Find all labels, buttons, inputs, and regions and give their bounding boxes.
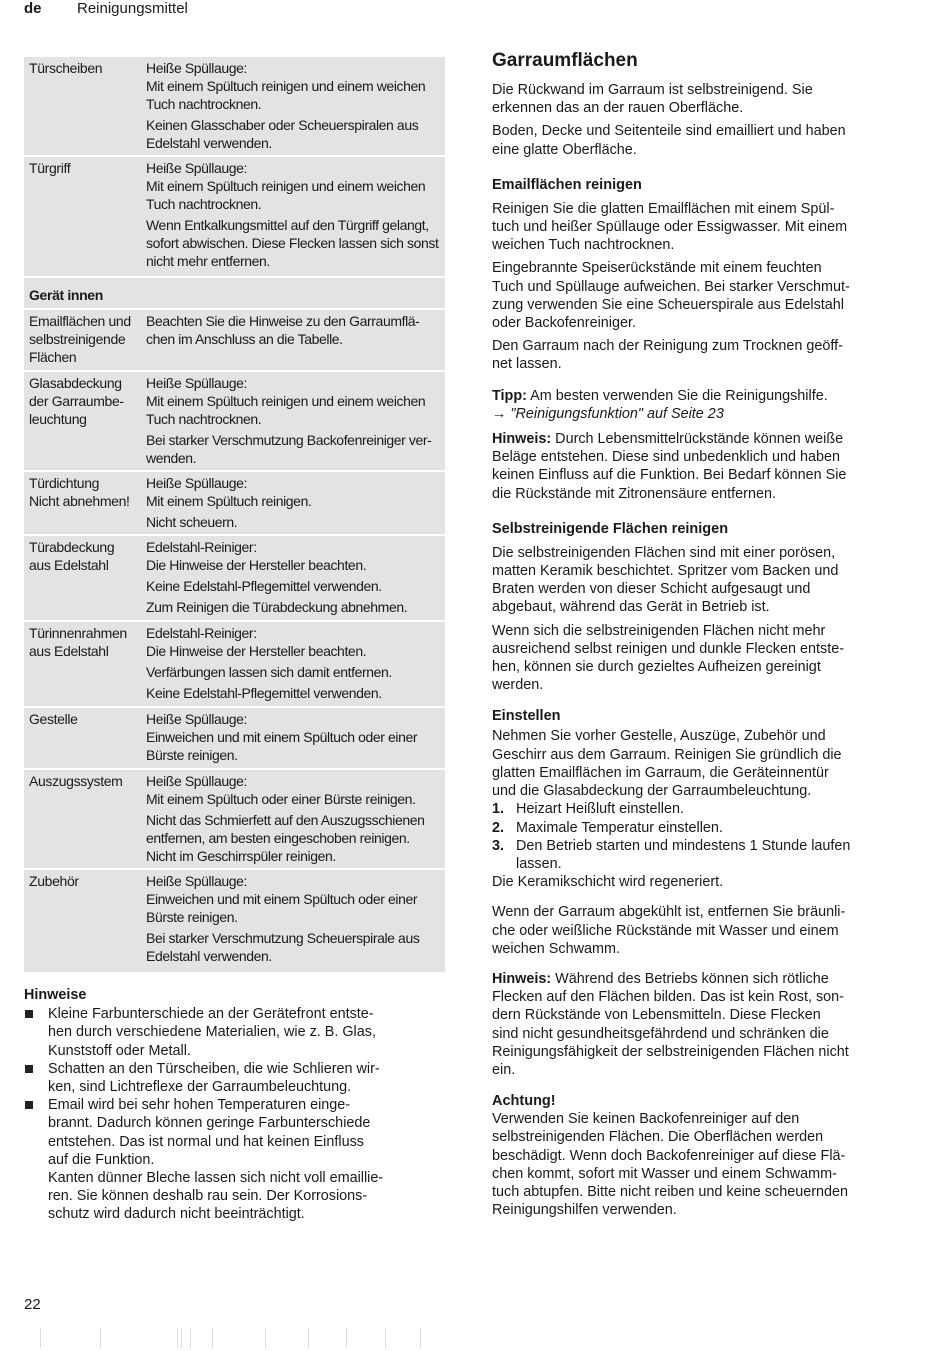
paragraph: Wenn der Garraum abgekühlt ist, entfernen Sie bräunli- che oder weißliche Rückstände mit Wasser und einem weichen Schwamm. xyxy=(492,904,846,957)
row-label: Zubehör xyxy=(29,873,79,889)
row-label: Auszugssystem xyxy=(29,773,123,789)
row-label: Türdichtung Nicht abnehmen! xyxy=(29,475,130,509)
table-row xyxy=(24,622,445,708)
notes-heading: Hinweise xyxy=(24,987,87,1003)
row-text: Heiße Spüllauge: Mit einem Spültuch reinigen und einem weichen Tuch nachtrocknen. xyxy=(146,375,426,427)
row-text: Keinen Glasschaber oder Scheuerspiralen aus Edelstahl verwenden. xyxy=(146,117,419,151)
row-text: Heiße Spüllauge: Einweichen und mit einem Spültuch oder einer Bürste reinigen. xyxy=(146,711,418,763)
list-item: Email wird bei sehr hohen Temperaturen einge- brannt. Dadurch können geringe Farbunterschiede entstehen. Das ist normal und hat keinen Einfluss auf die Funktion. Kanten dünner Bleche lassen sich nicht voll emaillie- ren. Sie können deshalb rau sein. Der Korrosions- schutz wird dadurch nicht beeinträchtigt. xyxy=(24,1096,449,1223)
row-text: Edelstahl-Reiniger: Die Hinweise der Hersteller beachten. xyxy=(146,539,367,573)
cleaning-table xyxy=(24,57,445,972)
subheading-self-cleaning: Selbstreinigende Flächen reinigen xyxy=(492,520,729,537)
paragraph: Nehmen Sie vorher Gestelle, Auszüge, Zubehör und Geschirr aus dem Garraum. Reinigen Sie gründlich die glatten Emailflächen im Garraum, die Geräteinnentür und die Glasabdeckung der Garraumbeleuchtung. xyxy=(492,728,842,800)
row-label: Türscheiben xyxy=(29,60,103,76)
row-text: Beachten Sie die Hinweise zu den Garraumflä- chen im Anschluss an die Tabelle. xyxy=(146,313,420,347)
note-paragraph: Hinweis: Während des Betriebs können sich rötliche Flecken auf den Flächen bilden. Das ist kein Rost, son- dern Rückstände von Lebensmitteln. Diese Flecken sind nicht gesundheitsgefährdend und schränken die Reinigungsfähigkeit der selbstreinigenden Flächen nicht ein. xyxy=(492,970,849,1078)
paragraph: Die Rückwand im Garraum ist selbstreinigend. Sie erkennen das an der rauen Oberfläche. xyxy=(492,82,813,117)
bullet-square-icon xyxy=(25,1065,33,1073)
row-text: Zum Reinigen die Türabdeckung abnehmen. xyxy=(146,599,408,615)
list-item: 2. Maximale Temperatur einstellen. xyxy=(492,819,723,836)
tip-label: Tipp: xyxy=(492,387,527,404)
table-row xyxy=(24,870,445,972)
row-text: Bei starker Verschmutzung Backofenreiniger ver- wenden. xyxy=(146,432,432,466)
section-title: Garraumflächen xyxy=(492,50,638,71)
paragraph: Die selbstreinigenden Flächen sind mit einer porösen, matten Keramik beschichtet. Spritzer vom Backen und Braten werden von dieser Schicht aufgesaugt und abgebaut, während das Gerät in Betrieb ist. xyxy=(492,544,839,616)
table-row xyxy=(24,536,445,622)
table-row xyxy=(24,57,445,157)
page-section-title: Reinigungsmittel xyxy=(77,0,188,17)
row-text: Bei starker Verschmutzung Scheuerspirale aus Edelstahl verwenden. xyxy=(146,930,420,964)
note-label: Hinweis: xyxy=(492,431,552,448)
table-row xyxy=(24,770,445,870)
oven-surfaces-section xyxy=(492,50,912,1224)
page-reference-link[interactable]: "Reinigungsfunktion" auf Seite 23 xyxy=(506,405,724,422)
row-label: Türabdeckung aus Edelstahl xyxy=(29,539,115,573)
row-text: Edelstahl-Reiniger: Die Hinweise der Hersteller beachten. xyxy=(146,625,367,659)
row-label: Glasabdeckung der Garraumbe- leuchtung xyxy=(29,375,124,427)
row-text: Nicht das Schmierfett auf den Auszugsschienen entfernen, am besten eingeschoben reinigen. Nicht im Geschirrspüler reinigen. xyxy=(146,812,425,864)
print-marks xyxy=(40,1328,440,1348)
paragraph: Boden, Decke und Seitenteile sind emailliert und haben eine glatte Oberfläche. xyxy=(492,123,846,158)
steps-list xyxy=(492,800,912,873)
row-text: Heiße Spüllauge: Mit einem Spültuch reinigen und einem weichen Tuch nachtrocknen. xyxy=(146,160,426,212)
result-text: Die Keramikschicht wird regeneriert. xyxy=(492,874,724,891)
arrow-right-icon: → xyxy=(492,405,507,422)
row-text: Heiße Spüllauge: Mit einem Spültuch reinigen und einem weichen Tuch nachtrocknen. xyxy=(146,60,426,112)
list-item: Kleine Farbunterschiede an der Gerätefront entste- hen durch verschiedene Materialien, wie z. B. Glas, Kunststoff oder Metall. xyxy=(24,1005,449,1060)
note-paragraph: Hinweis: Durch Lebensmittelrückstände können weiße Beläge entstehen. Diese sind unbedenklich und haben keinen Einfluss auf die Funktion. Bei Bedarf können Sie die Rückstände mit Zitronensäure entfernen. xyxy=(492,431,847,502)
tip-paragraph: Tipp: Am besten verwenden Sie die Reinigungshilfe. → "Reinigungsfunktion" auf Seite 23 xyxy=(492,387,828,422)
row-text: Nicht scheuern. xyxy=(146,514,238,530)
notes-list xyxy=(24,1005,449,1223)
row-text: Verfärbungen lassen sich damit entfernen. xyxy=(146,664,392,680)
row-text: Heiße Spüllauge: Einweichen und mit einem Spültuch oder einer Bürste reinigen. xyxy=(146,873,418,925)
list-item: 1. Heizart Heißluft einstellen. xyxy=(492,801,684,818)
row-label: Emailflächen und selbstreinigende Flächen xyxy=(29,313,131,365)
language-code: de xyxy=(24,0,42,17)
list-item: 3. Den Betrieb starten und mindestens 1 Stunde laufen lassen. xyxy=(492,837,851,872)
warning-paragraph: Verwenden Sie keinen Backofenreiniger auf den selbstreinigenden Flächen. Die Oberflächen werden beschädigt. Wenn doch Backofenreiniger auf diese Flä- chen kommt, sofort mit Wasser und einem Schwamm- tuch abtupfen. Bitte nicht reiben und keine scheuernden Reinigungshilfen verwenden. xyxy=(492,1111,849,1219)
row-label: Gestelle xyxy=(29,711,78,727)
note-label: Hinweis: xyxy=(492,970,552,987)
table-row xyxy=(24,157,445,278)
subheading-enamel: Emailflächen reinigen xyxy=(492,176,642,193)
row-text: Keine Edelstahl-Pflegemittel verwenden. xyxy=(146,578,382,594)
warning-heading: Achtung! xyxy=(492,1093,556,1110)
table-row xyxy=(24,472,445,536)
table-row xyxy=(24,708,445,770)
bullet-square-icon xyxy=(25,1101,33,1109)
notes-section xyxy=(24,986,449,1224)
row-text: Keine Edelstahl-Pflegemittel verwenden. xyxy=(146,685,382,701)
row-label: Türgriff xyxy=(29,160,71,176)
table-row xyxy=(24,372,445,472)
subheading-settings: Einstellen xyxy=(492,708,561,725)
section-label: Gerät innen xyxy=(29,287,103,303)
page-number: 22 xyxy=(24,1296,41,1313)
paragraph: Den Garraum nach der Reinigung zum Trocknen geöff- net lassen. xyxy=(492,338,843,373)
paragraph: Wenn sich die selbstreinigenden Flächen nicht mehr ausreichend selbst reinigen und dunkle Flecken entste- hen, können sie durch gezieltes Aufheizen gereinigt werden. xyxy=(492,622,844,694)
table-row xyxy=(24,310,445,372)
row-text: Heiße Spüllauge: Mit einem Spültuch oder einer Bürste reinigen. xyxy=(146,773,416,807)
table-section-row xyxy=(24,278,445,310)
list-item: Schatten an den Türscheiben, die wie Schlieren wir- ken, sind Lichtreflexe der Garraumbeleuchtung. xyxy=(24,1060,449,1096)
paragraph: Reinigen Sie die glatten Emailflächen mit einem Spül- tuch und heißer Spüllauge oder Essigwasser. Mit einem weichen Tuch nachtrocknen. xyxy=(492,200,848,254)
row-text: Wenn Entkalkungsmittel auf den Türgriff gelangt, sofort abwischen. Diese Flecken lassen sich sonst nicht mehr entfernen. xyxy=(146,217,439,269)
row-label: Türinnenrahmen aus Edelstahl xyxy=(29,625,127,659)
row-text: Heiße Spüllauge: Mit einem Spültuch reinigen. xyxy=(146,475,312,509)
paragraph: Eingebrannte Speiserückstände mit einem feuchten Tuch und Spüllauge aufweichen. Bei starker Verschmut- zung verwenden Sie eine Scheuerspirale aus Edelstahl oder Backofenreiniger. xyxy=(492,260,850,332)
bullet-square-icon xyxy=(25,1010,33,1018)
